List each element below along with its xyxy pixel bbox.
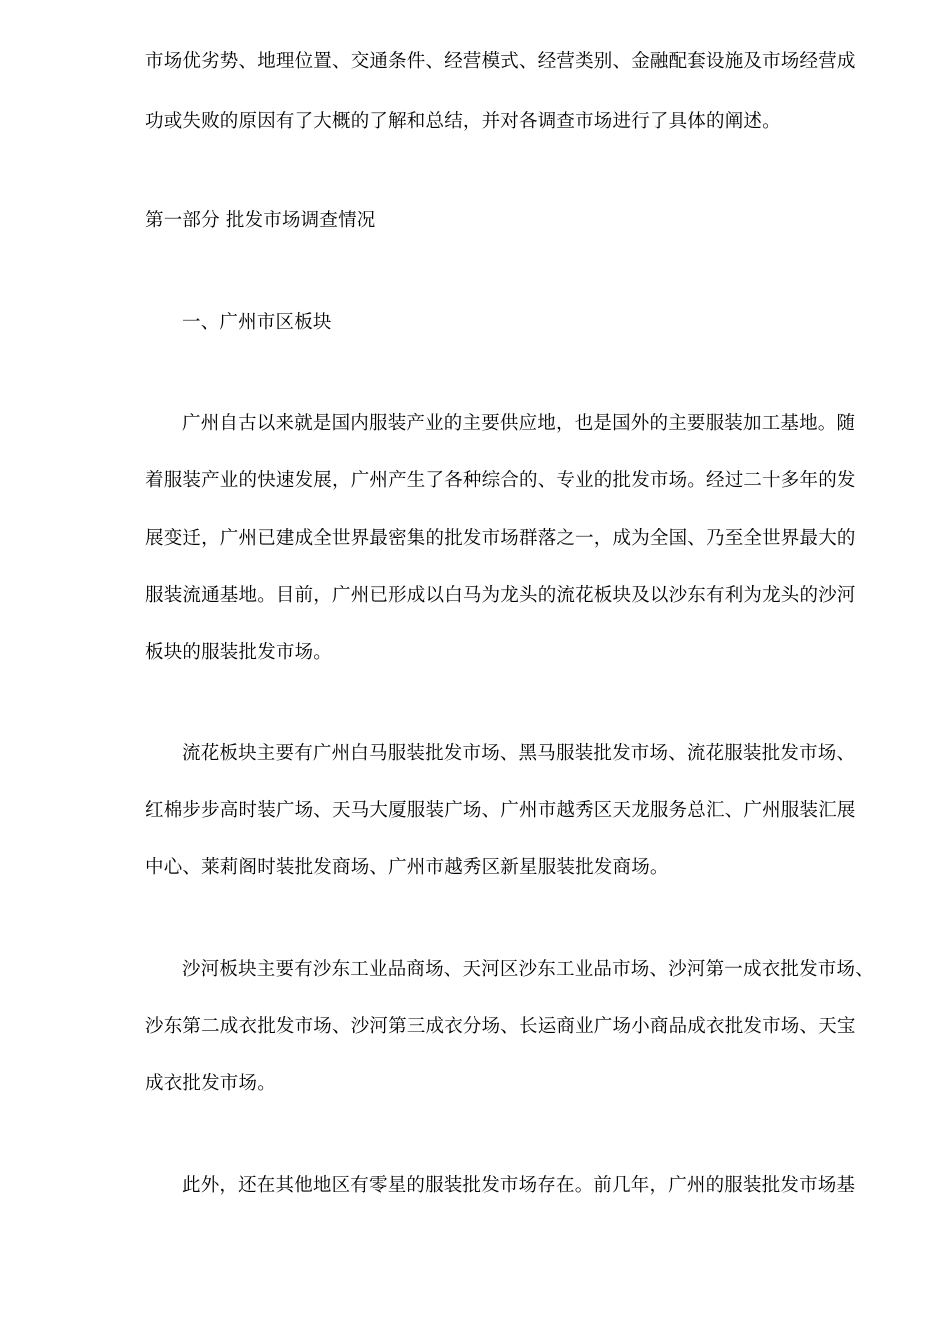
paragraph2-line-3: 中心、莱莉阁时装批发商场、广州市越秀区新星服装批发商场。 bbox=[145, 857, 669, 878]
paragraph3-line-1: 沙河板块主要有沙东工业品商场、天河区沙东工业品市场、沙河第一成衣批发市场、 bbox=[182, 959, 874, 980]
paragraph1-line-5: 板块的服装批发市场。 bbox=[145, 642, 333, 663]
part-heading: 第一部分 批发市场调查情况 bbox=[145, 210, 376, 231]
paragraph1-line-2: 着服装产业的快速发展，广州产生了各种综合的、专业的批发市场。经过二十多年的发 bbox=[145, 470, 856, 491]
paragraph2-line-2: 红棉步步高时装广场、天马大厦服装广场、广州市越秀区天龙服务总汇、广州服装汇展 bbox=[145, 800, 856, 821]
intro-line-2: 功或失败的原因有了大概的了解和总结，并对各调查市场进行了具体的阐述。 bbox=[145, 111, 781, 132]
paragraph2-line-1: 流花板块主要有广州白马服装批发市场、黑马服装批发市场、流花服装批发市场、 bbox=[182, 743, 856, 764]
paragraph3-line-3: 成衣批发市场。 bbox=[145, 1073, 276, 1094]
paragraph1-line-1: 广州自古以来就是国内服装产业的主要供应地，也是国外的主要服装加工基地。随 bbox=[182, 413, 856, 434]
paragraph1-line-4: 服装流通基地。目前，广州已形成以白马为龙头的流花板块及以沙东有利为龙头的沙河 bbox=[145, 585, 856, 606]
paragraph1-line-3: 展变迁，广州已建成全世界最密集的批发市场群落之一，成为全国、乃至全世界最大的 bbox=[145, 528, 856, 549]
paragraph4-line-1: 此外，还在其他地区有零星的服装批发市场存在。前几年，广州的服装批发市场基 bbox=[182, 1175, 856, 1196]
section-heading: 一、广州市区板块 bbox=[182, 312, 332, 333]
intro-line-1: 市场优劣势、地理位置、交通条件、经营模式、经营类别、金融配套设施及市场经营成 bbox=[145, 51, 856, 72]
paragraph3-line-2: 沙东第二成衣批发市场、沙河第三成衣分场、长运商业广场小商品成衣批发市场、天宝 bbox=[145, 1016, 856, 1037]
